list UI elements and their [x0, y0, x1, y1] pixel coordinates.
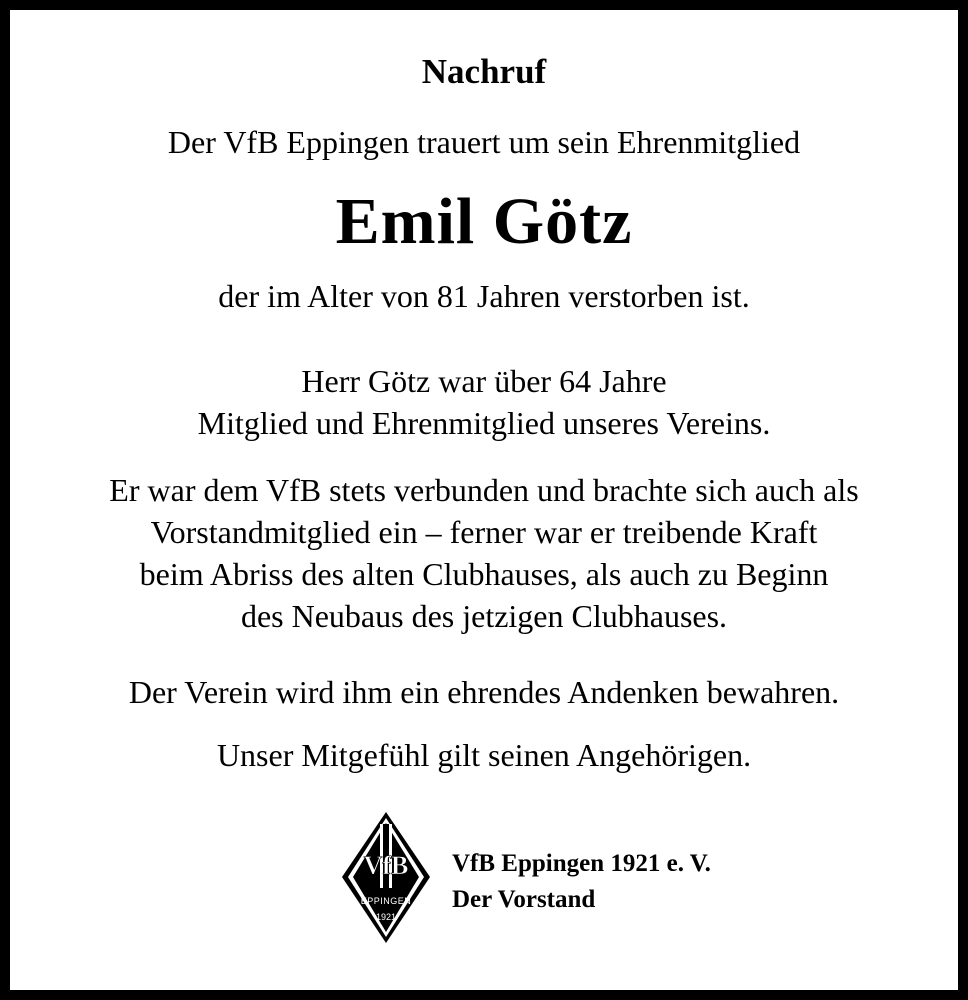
crest-monogram: VfB — [363, 851, 409, 880]
merits-paragraph — [10, 469, 958, 637]
membership-paragraph — [10, 360, 958, 444]
condolence-paragraph: Unser Mitgefühl gilt seinen Angehörigen. — [216, 737, 752, 773]
remembrance-paragraph: Der Verein wird ihm ein ehrendes Andenken bewahren. — [128, 674, 840, 710]
crest-town: EPPINGEN — [360, 896, 412, 906]
merits-line-1: Er war dem VfB stets verbunden und brachte sich auch als — [109, 472, 859, 508]
deceased-name: Emil Götz — [335, 185, 633, 258]
membership-line-1: Herr Götz war über 64 Jahre — [301, 363, 667, 399]
vfb-eppingen-crest-icon — [340, 810, 432, 945]
age-line: der im Alter von 81 Jahren verstorben ist. — [218, 278, 750, 314]
signature-club: VfB Eppingen 1921 e. V. — [452, 850, 711, 877]
notice-intro: Der VfB Eppingen trauert um sein Ehrenmitglied — [167, 124, 801, 160]
merits-line-2: Vorstandmitglied ein – ferner war er treibende Kraft — [150, 514, 818, 550]
merits-line-4: des Neubaus des jetzigen Clubhauses. — [240, 598, 728, 634]
signature-board: Der Vorstand — [452, 886, 596, 913]
notice-heading: Nachruf — [421, 52, 547, 91]
membership-line-2: Mitglied und Ehrenmitglied unseres Vereins. — [197, 405, 771, 441]
merits-line-3: beim Abriss des alten Clubhauses, als auch zu Beginn — [139, 556, 829, 592]
signature-block — [452, 846, 711, 918]
crest-year: 1921 — [375, 912, 397, 922]
